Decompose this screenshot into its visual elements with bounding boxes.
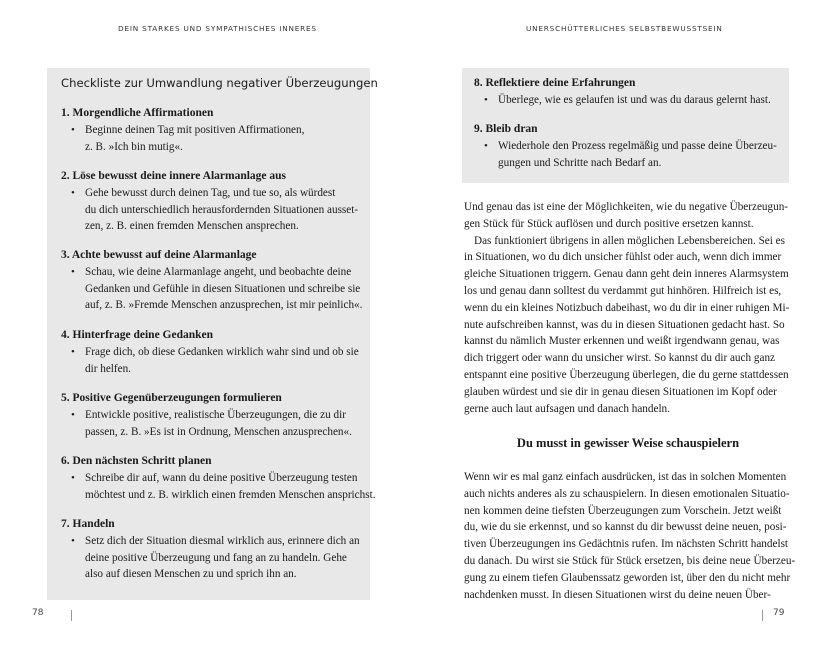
checklist-item-body <box>61 470 376 503</box>
text-line: wenn du ein kleines Notizbuch dabeihast, wo du dir in einer ruhigen Mi- <box>464 301 790 314</box>
checklist-item-title: 8. Reflektiere deine Erfahrungen <box>474 77 636 89</box>
bullet-icon: • <box>71 346 75 358</box>
checklist-item-2 <box>61 168 366 235</box>
text-line: nachdenken musst. In diesen Situationen wirst du deine neuen Über- <box>464 588 771 601</box>
running-head-right: UNERSCHÜTTERLICHES SELBSTBEWUSSTSEIN <box>526 24 723 33</box>
checklist-item-7 <box>61 516 366 583</box>
checklist-item-title: 6. Den nächsten Schritt planen <box>61 455 212 467</box>
text-line: nute aufschreiben kannst, was du in diesen Situationen gedacht hast. So <box>464 318 785 331</box>
checklist-item-title: 5. Positive Gegenüberzeugungen formulieren <box>61 392 282 404</box>
checklist-item-8 <box>474 75 779 109</box>
checklist-item-title: 4. Hinterfrage deine Gedanken <box>61 329 214 341</box>
text-line: möchtest und z. B. wirklich einen fremden Menschen ansprichst. <box>85 488 376 501</box>
text-line: passen, z. B. »Es ist in Ordnung, Menschen anzusprechen«. <box>85 425 352 438</box>
checklist-item-body <box>61 122 366 155</box>
text-line: Setz dich der Situation diesmal wirklich aus, erinnere dich an <box>85 535 360 547</box>
checklist-item-body <box>474 138 779 171</box>
text-line: tiven Überzeugungen ins Gedächtnis rufen. Im nächsten Schritt handelst <box>464 538 789 551</box>
text-line: Das funktioniert übrigens in allen möglichen Lebensbereichen. Sei es <box>474 234 785 247</box>
text-line: glauben würdest und sie dir in genau diesen Situationen im Kopf oder <box>464 385 777 398</box>
text-line: Und genau das ist eine der Möglichkeiten, wie du negative Überzeugun- <box>464 201 789 213</box>
text-line: entspannt eine positive Überzeugung überlegen, die du gerne stattdessen <box>464 368 789 381</box>
text-line: Wenn wir es mal ganz einfach ausdrücken, ist das in solchen Momenten <box>464 471 787 483</box>
text-line: Beginne deinen Tag mit positiven Affirmationen, <box>85 124 305 136</box>
bullet-icon: • <box>71 187 75 199</box>
bullet-icon: • <box>71 266 75 278</box>
checklist-item-body <box>61 344 366 377</box>
text-line: nen kommen deine tiefsten Überzeugungen zum Vorschein. Jetzt weißt <box>464 504 782 517</box>
text-line: dir helfen. <box>85 362 131 375</box>
text-line: Wiederhole den Prozess regelmäßig und passe deine Überzeu- <box>498 140 777 152</box>
bullet-icon: • <box>484 94 488 106</box>
text-line: Gehe bewusst durch deinen Tag, und tue so, als würdest <box>85 187 336 199</box>
text-line: du dich unterschiedlich herausfordernden Situationen ausset- <box>85 203 359 216</box>
checklist-item-6 <box>61 453 376 503</box>
bullet-icon: • <box>71 124 75 136</box>
body-paragraph-2 <box>464 469 796 603</box>
text-line: gerne auch laut aufsagen und danach handeln. <box>464 402 670 415</box>
checklist-item-body <box>61 533 366 583</box>
checklist-item-1 <box>61 105 366 155</box>
text-line: gungen und Schritte nach Bedarf an. <box>498 156 662 169</box>
text-line: du, wie du sie erkennst, und so kannst du dir bewusst deine neuen, posi- <box>464 521 787 534</box>
running-head-left: DEIN STARKES UND SYMPATHISCHES INNERES <box>118 24 317 33</box>
right-page <box>416 0 833 648</box>
text-line: auf, z. B. »Fremde Menschen anzusprechen, ist mir peinlich«. <box>85 299 363 312</box>
checklist-title: Checkliste zur Umwandlung negativer Überzeugungen <box>61 76 378 90</box>
text-line: Überlege, wie es gelaufen ist und was du daraus gelernt hast. <box>498 94 771 106</box>
folio-divider <box>71 610 72 621</box>
page-number-right: 79 <box>773 608 785 618</box>
checklist-item-3 <box>61 247 366 314</box>
checklist-item-title: 3. Achte bewusst auf deine Alarmanlage <box>61 249 257 261</box>
bullet-icon: • <box>71 472 75 484</box>
section-heading: Du musst in gewisser Weise schauspielern <box>516 436 740 450</box>
text-line: zen, z. B. einen fremden Menschen ansprechen. <box>85 220 299 233</box>
text-line: also auf diesen Menschen zu und sprich ihn an. <box>85 568 297 581</box>
text-line: deine positive Überzeugung und fang an zu handeln. Gehe <box>85 551 347 564</box>
text-line: Schreibe dir auf, wann du deine positive Überzeugung testen <box>85 472 358 484</box>
text-line: Frage dich, ob diese Gedanken wirklich wahr sind und ob sie <box>85 346 359 358</box>
checklist-item-5 <box>61 390 366 440</box>
text-line: z. B. »Ich bin mutig«. <box>85 140 183 153</box>
text-line: auch nichts anderes als zu schauspielern. In diesen emotionalen Situatio- <box>464 487 790 500</box>
page-number-left: 78 <box>32 608 44 618</box>
bullet-icon: • <box>484 140 488 152</box>
checklist-item-title: 2. Löse bewusst deine innere Alarmanlage aus <box>61 170 287 182</box>
checklist-item-body <box>61 185 366 235</box>
checklist-item-9 <box>474 121 779 171</box>
checklist-box-continued <box>462 68 789 183</box>
text-line: gung zu einem tiefen Glaubenssatz geworden ist, über den du nicht mehr <box>464 571 791 584</box>
checklist-item-body <box>474 92 779 109</box>
text-line: Gedanken und Gefühle in diesen Situationen und schreibe sie <box>85 282 361 295</box>
bullet-icon: • <box>71 409 75 421</box>
text-line: Entwickle positive, realistische Überzeugungen, die zu dir <box>85 409 346 421</box>
text-line: gleiche Situationen triggern. Genau dann geht dein inneres Alarmsystem <box>464 268 789 281</box>
left-page <box>0 0 416 648</box>
text-line: du danach. Du wirst sie Stück für Stück ersetzen, bis deine neue Überzeu- <box>464 554 796 567</box>
text-line: los und genau dann solltest du verdammt gut hinhören. Hilfreich ist es, <box>464 284 782 297</box>
bullet-icon: • <box>71 535 75 547</box>
text-line: Schau, wie deine Alarmanlage angeht, und beobachte deine <box>85 266 352 278</box>
checklist-item-4 <box>61 327 366 377</box>
text-line: kannst du nämlich Muster erkennen und weißt irgendwann genau, was <box>464 335 780 348</box>
text-line: dich triggert oder wann du unsicher wirst. So kannst du dir auch ganz <box>464 352 775 365</box>
checklist-box <box>47 68 378 600</box>
text-line: gen Stück für Stück auflösen und durch positive ersetzen kannst. <box>464 217 754 230</box>
body-paragraph-1 <box>464 199 792 417</box>
checklist-item-title: 1. Morgendliche Affirmationen <box>61 107 214 119</box>
folio-divider <box>762 610 763 621</box>
text-line: in Situationen, wo du dich unsicher fühlst oder auch, wenn dich immer <box>464 251 782 264</box>
checklist-item-title: 7. Handeln <box>61 518 115 530</box>
checklist-item-body <box>61 264 366 314</box>
checklist-item-body <box>61 407 366 440</box>
checklist-item-title: 9. Bleib dran <box>474 123 538 135</box>
